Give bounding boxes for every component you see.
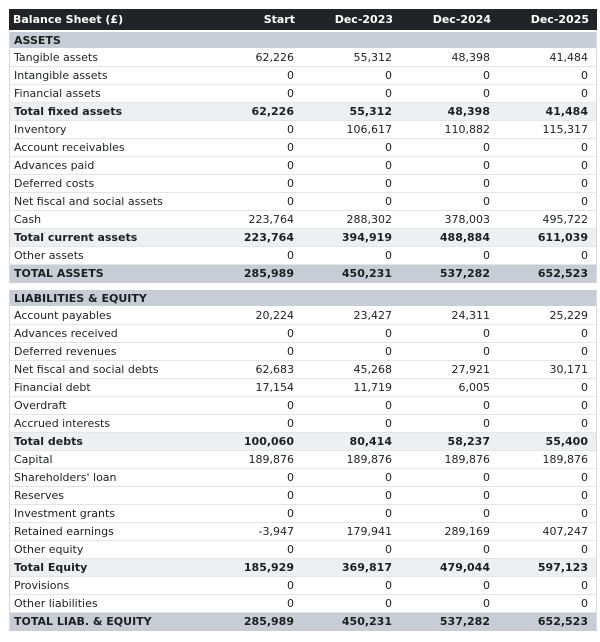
table-title: Balance Sheet (£) — [13, 13, 124, 26]
table-row — [9, 379, 597, 397]
cell-value: 189,876 — [346, 453, 392, 466]
table-body — [9, 32, 597, 631]
cell-value: 185,929 — [243, 561, 294, 574]
cell-value: 41,484 — [545, 105, 588, 118]
table-row — [9, 577, 597, 595]
cell-value: 0 — [385, 507, 392, 520]
cell-value: 0 — [483, 507, 490, 520]
cell-value: 0 — [483, 87, 490, 100]
cell-value: 0 — [581, 159, 588, 172]
cell-value: 0 — [483, 597, 490, 610]
cell-value: 41,484 — [549, 51, 588, 64]
table-row — [9, 343, 597, 361]
column-header-start: Start — [263, 13, 295, 26]
row-label: TOTAL LIAB. & EQUITY — [14, 615, 152, 628]
cell-value: 62,226 — [251, 105, 294, 118]
table-row — [9, 139, 597, 157]
cell-value: 110,882 — [444, 123, 490, 136]
row-label: Account payables — [14, 309, 112, 322]
table-row — [9, 247, 597, 265]
table-row — [9, 175, 597, 193]
cell-value: 0 — [287, 327, 294, 340]
table-row — [9, 559, 597, 577]
cell-value: 0 — [483, 399, 490, 412]
cell-value: 0 — [483, 327, 490, 340]
cell-value: 0 — [287, 177, 294, 190]
cell-value: 55,400 — [545, 435, 588, 448]
cell-value: 0 — [385, 579, 392, 592]
cell-value: 0 — [287, 399, 294, 412]
cell-value: 58,237 — [447, 435, 490, 448]
cell-value: -3,947 — [258, 525, 294, 538]
cell-value: 55,312 — [349, 105, 392, 118]
cell-value: 0 — [385, 417, 392, 430]
table-row — [9, 325, 597, 343]
table-row — [9, 613, 597, 631]
cell-value: 0 — [385, 399, 392, 412]
cell-value: 537,282 — [439, 267, 490, 280]
table-row — [9, 433, 597, 451]
cell-value: 100,060 — [243, 435, 294, 448]
row-label: Total fixed assets — [14, 105, 123, 118]
cell-value: 0 — [581, 345, 588, 358]
cell-value: 20,224 — [255, 309, 294, 322]
cell-value: 652,523 — [537, 615, 588, 628]
row-label: Deferred costs — [14, 177, 95, 190]
column-header-dec-2025: Dec-2025 — [530, 13, 589, 26]
row-label: Reserves — [14, 489, 64, 502]
row-label: Tangible assets — [14, 51, 98, 64]
cell-value: 17,154 — [255, 381, 294, 394]
table-row — [9, 361, 597, 379]
cell-value: 285,989 — [243, 267, 294, 280]
table-row — [9, 85, 597, 103]
cell-value: 0 — [287, 195, 294, 208]
table-row — [9, 505, 597, 523]
row-label: Retained earnings — [14, 525, 114, 538]
cell-value: 0 — [581, 69, 588, 82]
cell-value: 407,247 — [542, 525, 588, 538]
row-label: Overdraft — [14, 399, 67, 412]
row-label: Other assets — [14, 249, 84, 262]
cell-value: 23,427 — [353, 309, 392, 322]
table-row — [9, 307, 597, 325]
row-label: Investment grants — [14, 507, 116, 520]
cell-value: 223,764 — [248, 213, 294, 226]
row-label: Financial assets — [14, 87, 101, 100]
cell-value: 0 — [581, 381, 588, 394]
row-label: Total current assets — [14, 231, 138, 244]
cell-value: 0 — [385, 177, 392, 190]
cell-value: 6,005 — [458, 381, 490, 394]
row-label: ASSETS — [14, 33, 61, 47]
row-label: Other liabilities — [14, 597, 98, 610]
cell-value: 0 — [581, 471, 588, 484]
table-row — [9, 67, 597, 85]
row-label: TOTAL ASSETS — [14, 267, 104, 280]
cell-value: 0 — [385, 87, 392, 100]
cell-value: 27,921 — [451, 363, 490, 376]
cell-value: 0 — [385, 345, 392, 358]
cell-value: 0 — [581, 489, 588, 502]
cell-value: 378,003 — [444, 213, 490, 226]
table-row — [9, 541, 597, 559]
cell-value: 45,268 — [353, 363, 392, 376]
table-row — [9, 415, 597, 433]
cell-value: 289,169 — [444, 525, 490, 538]
cell-value: 0 — [483, 141, 490, 154]
table-row — [9, 523, 597, 541]
row-label: Provisions — [14, 579, 70, 592]
cell-value: 288,302 — [346, 213, 392, 226]
cell-value: 48,398 — [447, 105, 490, 118]
cell-value: 0 — [483, 417, 490, 430]
cell-value: 0 — [483, 249, 490, 262]
row-label: Capital — [14, 453, 53, 466]
cell-value: 80,414 — [349, 435, 392, 448]
row-label: Deferred revenues — [14, 345, 117, 358]
cell-value: 0 — [385, 327, 392, 340]
table-row — [9, 265, 597, 283]
cell-value: 537,282 — [439, 615, 490, 628]
cell-value: 0 — [581, 87, 588, 100]
cell-value: 0 — [581, 507, 588, 520]
cell-value: 0 — [581, 195, 588, 208]
cell-value: 0 — [287, 579, 294, 592]
row-label: LIABILITIES & EQUITY — [14, 291, 147, 305]
cell-value: 0 — [287, 123, 294, 136]
cell-value: 0 — [287, 417, 294, 430]
table-row — [9, 49, 597, 67]
table-row — [9, 595, 597, 613]
cell-value: 24,311 — [451, 309, 490, 322]
row-label: Net fiscal and social debts — [14, 363, 159, 376]
table-row — [9, 451, 597, 469]
balance-sheet-table — [9, 9, 597, 631]
cell-value: 62,226 — [255, 51, 294, 64]
cell-value: 0 — [483, 195, 490, 208]
cell-value: 11,719 — [353, 381, 392, 394]
cell-value: 0 — [483, 159, 490, 172]
cell-value: 189,876 — [444, 453, 490, 466]
cell-value: 0 — [483, 345, 490, 358]
cell-value: 62,683 — [255, 363, 294, 376]
row-label: Advances paid — [14, 159, 95, 172]
row-label: Total debts — [14, 435, 83, 448]
cell-value: 223,764 — [243, 231, 294, 244]
section-gap — [9, 283, 597, 290]
cell-value: 0 — [287, 507, 294, 520]
cell-value: 369,817 — [341, 561, 392, 574]
row-label: Total Equity — [14, 561, 88, 574]
cell-value: 0 — [385, 159, 392, 172]
row-label: Financial debt — [14, 381, 91, 394]
row-label: Other equity — [14, 543, 84, 556]
cell-value: 495,722 — [542, 213, 588, 226]
cell-value: 0 — [385, 141, 392, 154]
table-header-row — [9, 9, 597, 30]
row-label: Cash — [14, 213, 42, 226]
cell-value: 55,312 — [353, 51, 392, 64]
cell-value: 0 — [287, 597, 294, 610]
cell-value: 0 — [581, 417, 588, 430]
cell-value: 479,044 — [439, 561, 490, 574]
cell-value: 0 — [287, 345, 294, 358]
cell-value: 0 — [581, 399, 588, 412]
cell-value: 0 — [385, 195, 392, 208]
cell-value: 0 — [581, 327, 588, 340]
column-header-dec-2023: Dec-2023 — [334, 13, 393, 26]
cell-value: 0 — [581, 579, 588, 592]
cell-value: 0 — [385, 471, 392, 484]
cell-value: 0 — [483, 471, 490, 484]
cell-value: 0 — [385, 69, 392, 82]
cell-value: 450,231 — [341, 615, 392, 628]
cell-value: 0 — [483, 489, 490, 502]
cell-value: 0 — [287, 141, 294, 154]
table-row — [9, 397, 597, 415]
cell-value: 652,523 — [537, 267, 588, 280]
section-header-row — [9, 290, 597, 307]
cell-value: 0 — [385, 249, 392, 262]
cell-value: 394,919 — [341, 231, 392, 244]
cell-value: 0 — [385, 543, 392, 556]
table-row — [9, 487, 597, 505]
cell-value: 25,229 — [549, 309, 588, 322]
table-row — [9, 157, 597, 175]
cell-value: 0 — [483, 579, 490, 592]
table-row — [9, 103, 597, 121]
cell-value: 30,171 — [549, 363, 588, 376]
row-label: Net fiscal and social assets — [14, 195, 163, 208]
cell-value: 0 — [581, 543, 588, 556]
column-header-dec-2024: Dec-2024 — [432, 13, 491, 26]
cell-value: 0 — [581, 249, 588, 262]
cell-value: 285,989 — [243, 615, 294, 628]
cell-value: 0 — [287, 543, 294, 556]
cell-value: 189,876 — [542, 453, 588, 466]
cell-value: 0 — [287, 489, 294, 502]
table-row — [9, 229, 597, 247]
cell-value: 0 — [287, 249, 294, 262]
cell-value: 106,617 — [346, 123, 392, 136]
cell-value: 0 — [385, 489, 392, 502]
row-label: Intangible assets — [14, 69, 108, 82]
cell-value: 189,876 — [248, 453, 294, 466]
cell-value: 0 — [483, 69, 490, 82]
table-row — [9, 211, 597, 229]
cell-value: 0 — [287, 159, 294, 172]
row-label: Account receivables — [14, 141, 125, 154]
cell-value: 597,123 — [537, 561, 588, 574]
cell-value: 115,317 — [542, 123, 588, 136]
row-label: Shareholders' loan — [14, 471, 117, 484]
cell-value: 0 — [581, 141, 588, 154]
cell-value: 0 — [287, 87, 294, 100]
cell-value: 611,039 — [537, 231, 588, 244]
row-label: Advances received — [14, 327, 118, 340]
cell-value: 0 — [483, 177, 490, 190]
table-row — [9, 469, 597, 487]
table-row — [9, 121, 597, 139]
cell-value: 0 — [385, 597, 392, 610]
row-label: Accrued interests — [14, 417, 111, 430]
cell-value: 0 — [287, 471, 294, 484]
cell-value: 488,884 — [439, 231, 490, 244]
cell-value: 0 — [581, 177, 588, 190]
table-row — [9, 193, 597, 211]
cell-value: 0 — [483, 543, 490, 556]
row-label: Inventory — [14, 123, 67, 136]
cell-value: 0 — [287, 69, 294, 82]
cell-value: 450,231 — [341, 267, 392, 280]
section-header-row — [9, 32, 597, 49]
cell-value: 0 — [581, 597, 588, 610]
cell-value: 179,941 — [346, 525, 392, 538]
cell-value: 48,398 — [451, 51, 490, 64]
